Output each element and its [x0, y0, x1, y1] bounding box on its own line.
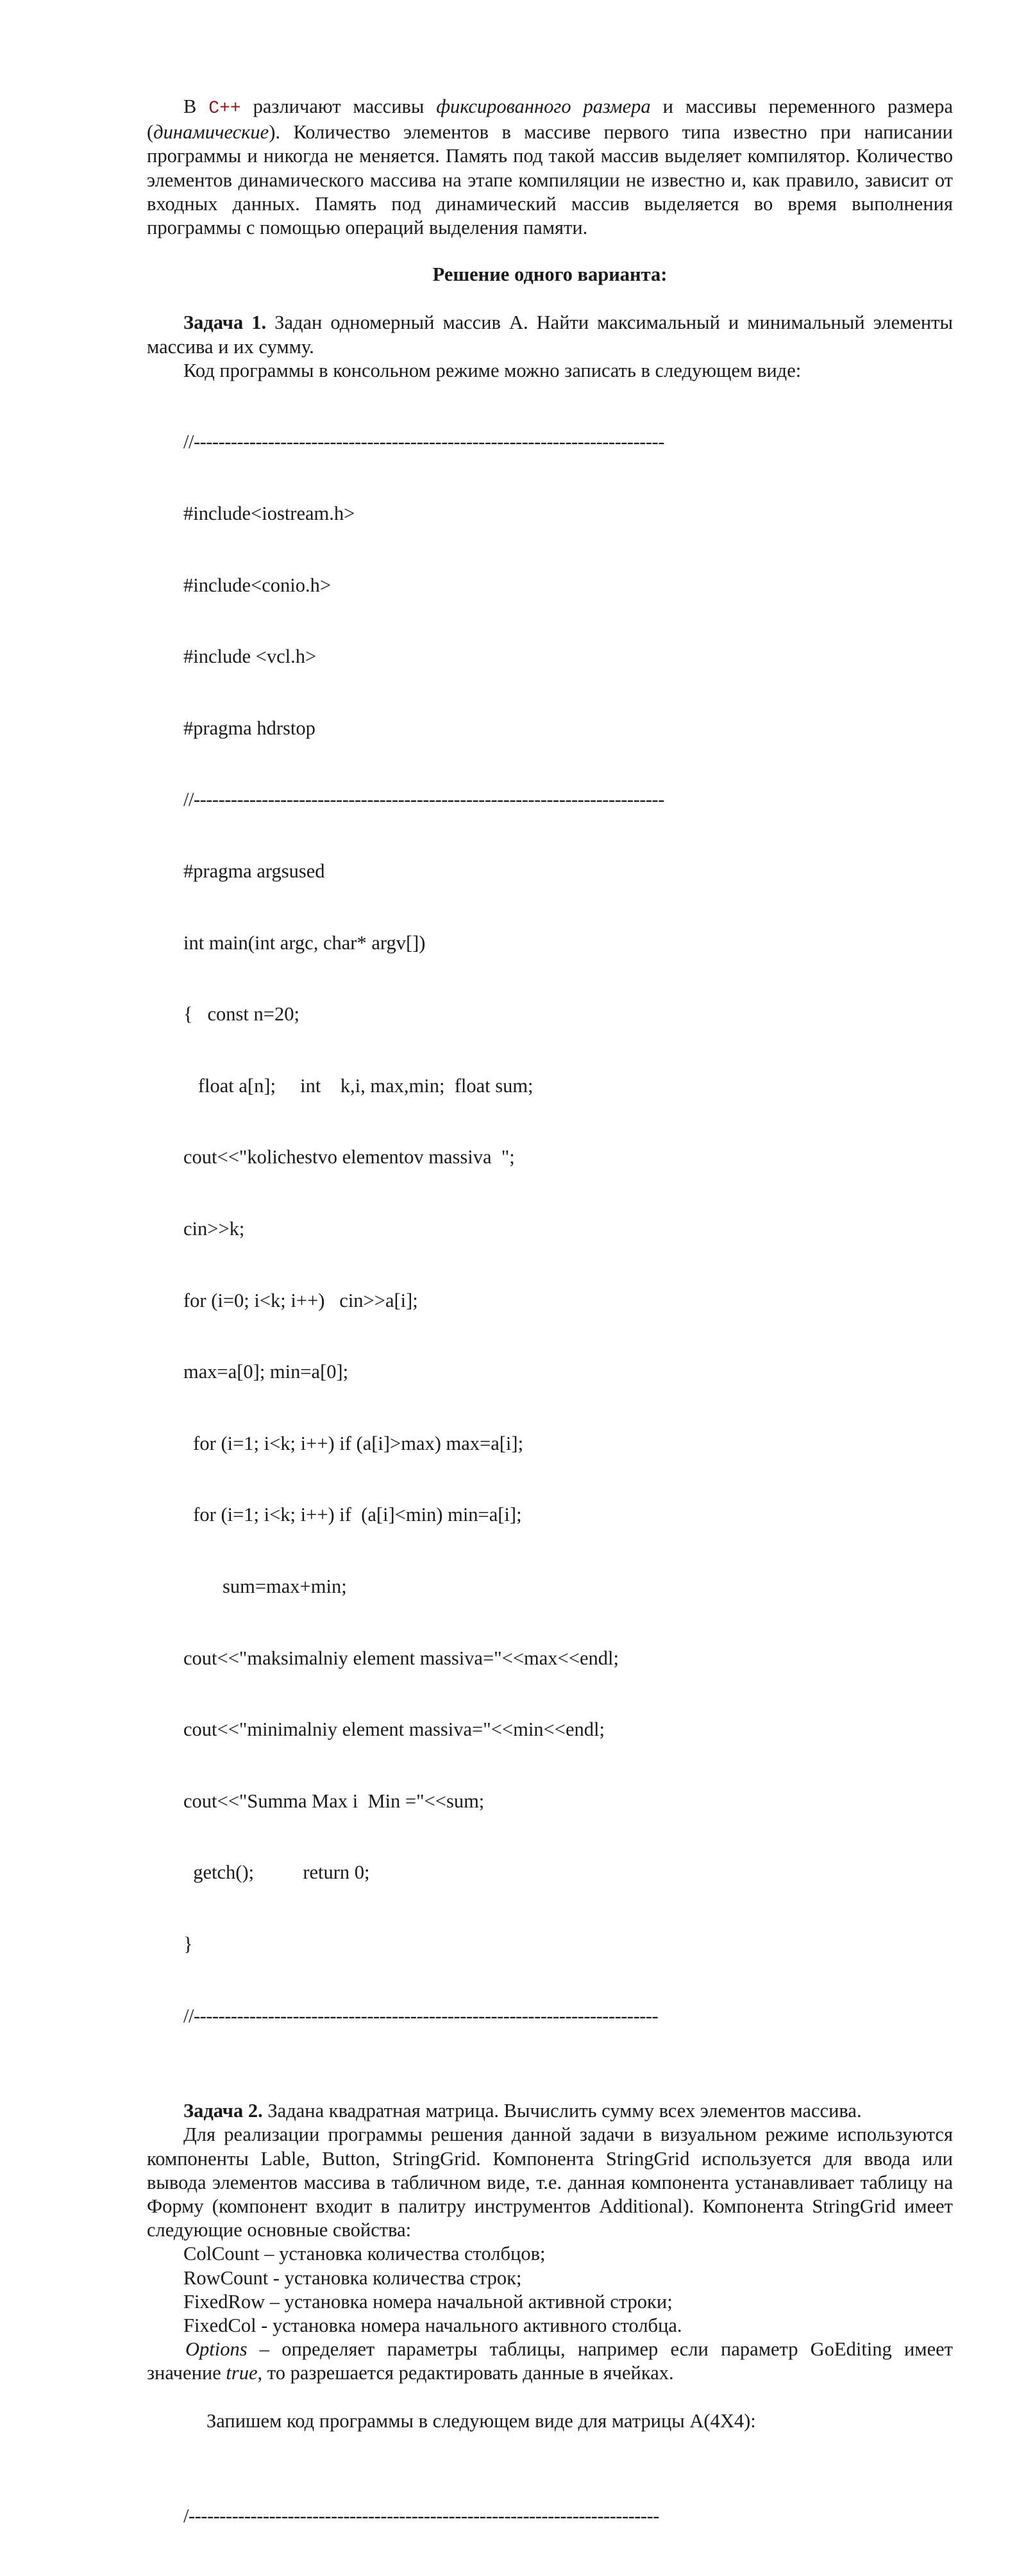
intro-text-c: ). Количество элементов в массиве первого типа известно при написании программы и никогда не меняется. Память под такой массив выделяет компилятор. Количество элементов динамического массива на этапе компиляции не известно и, как правило, зависит от входных данных. Память под динамический массив выделяется во время выполнения программы с помощью операций выделения памяти.: [147, 121, 953, 239]
task1-statement: [147, 311, 953, 358]
code-line: for (i=0; i<k; i++) cin>>a[i];: [183, 1289, 418, 1311]
document-page: [147, 95, 953, 2576]
property-item: FixedRow – установка номера начальной активной строки;: [183, 2290, 673, 2313]
intro-text-a: различают массивы: [240, 96, 437, 117]
spacer: [147, 2386, 953, 2409]
code-line: #include<iostream.h>: [183, 503, 355, 525]
code-line: int main(int argc, char* argv[]): [183, 931, 426, 954]
intro-paragraph: [147, 95, 953, 240]
property-item: ColCount – установка количества столбцов;: [183, 2243, 546, 2265]
options-text-a: – определяет параметры таблицы, например если параметр GoEditing имеет значение: [147, 2338, 953, 2384]
code-line: float a[n]; int k,i, max,min; float sum;: [183, 1074, 534, 1097]
code-line: //----------------------------------------------------------------------------: [183, 788, 664, 811]
code-line: cout<<"Summa Max i Min ="<<sum;: [183, 1790, 485, 1812]
task2-code-intro: Запишем код программы в следующем виде для матрицы А(4Х4):: [206, 2409, 756, 2432]
code-line: for (i=1; i<k; i++) if (a[i]>max) max=a[i];: [183, 1432, 524, 1454]
code-line: cout<<"maksimalniy element massiva="<<max<<endl;: [183, 1647, 619, 1669]
code-line: sum=max+min;: [183, 1575, 347, 1597]
cpp-term: C++: [208, 99, 241, 119]
task1-label: Задача 1.: [183, 312, 267, 334]
options-term: Options: [185, 2338, 248, 2361]
task2-text: Задана квадратная матрица. Вычислить сумму всех элементов массива.: [262, 2100, 862, 2122]
code-line: #pragma argsused: [183, 860, 325, 882]
spacer: [147, 2075, 953, 2099]
code-line: #include<conio.h>: [183, 574, 332, 596]
options-text-b: , то разрешается редактировать данные в ячейках.: [257, 2362, 674, 2384]
code-line: //---------------------------------------------------------------------------: [183, 2004, 659, 2027]
task2-label: Задача 2.: [183, 2100, 263, 2122]
code-line: /----------------------------------------------------------------------------: [183, 2505, 659, 2527]
task2-paragraph: Для реализации программы решения данной задачи в визуальном режиме используются компоненты Lable, Button, StringGrid. Компонента StringGrid используется для ввода или вывода элементов массива в табличном виде, т.е. данная компонента устанавливает таблицу на Форму (компонент входит в палитру инструментов Additional). Компонента StringGrid имеет следующие основные свойства:: [147, 2123, 953, 2241]
code-line: //----------------------------------------------------------------------------: [183, 431, 664, 453]
intro-start: В: [183, 96, 209, 117]
code-line: #include <vcl.h>: [183, 645, 317, 668]
code-line: }: [183, 1932, 193, 1955]
code-line: max=a[0]; min=a[0];: [183, 1361, 349, 1383]
code-line: #pragma hdrstop: [183, 717, 315, 739]
task2-statement: [147, 2099, 953, 2123]
task1-code-block: [147, 383, 953, 2075]
code-line: { const n=20;: [183, 1003, 299, 1026]
code-line: cout<<"minimalniy element massiva="<<min<<endl;: [183, 1718, 605, 1741]
code-line: getch(); return 0;: [183, 1861, 370, 1884]
code-line: cin>>k;: [183, 1217, 245, 1240]
property-item: FixedCol - установка номера начального активного столбца.: [183, 2314, 682, 2336]
options-paragraph: [147, 2338, 953, 2385]
true-term: true: [226, 2362, 258, 2384]
task1-text: Задан одномерный массив А. Найти максимальный и минимальный элементы массива и их сумму.: [147, 312, 953, 358]
property-item: RowCount - установка количества строк;: [183, 2266, 522, 2289]
fixed-size-term: фиксированного размера: [436, 96, 651, 117]
spacer: [147, 2433, 953, 2457]
code-line: cout<<"kolichestvo elementov massiva ";: [183, 1146, 515, 1168]
intro-text-b: и массивы переменного размера (: [147, 96, 953, 144]
dynamic-term: динамические: [153, 121, 269, 144]
code-line: for (i=1; i<k; i++) if (a[i]<min) min=a[i];: [183, 1504, 522, 1526]
section-heading: Решение одного варианта:: [432, 263, 668, 286]
task1-code-intro: Код программы в консольном режиме можно записать в следующем виде:: [183, 359, 802, 381]
task2-code-block: [147, 2457, 953, 2576]
